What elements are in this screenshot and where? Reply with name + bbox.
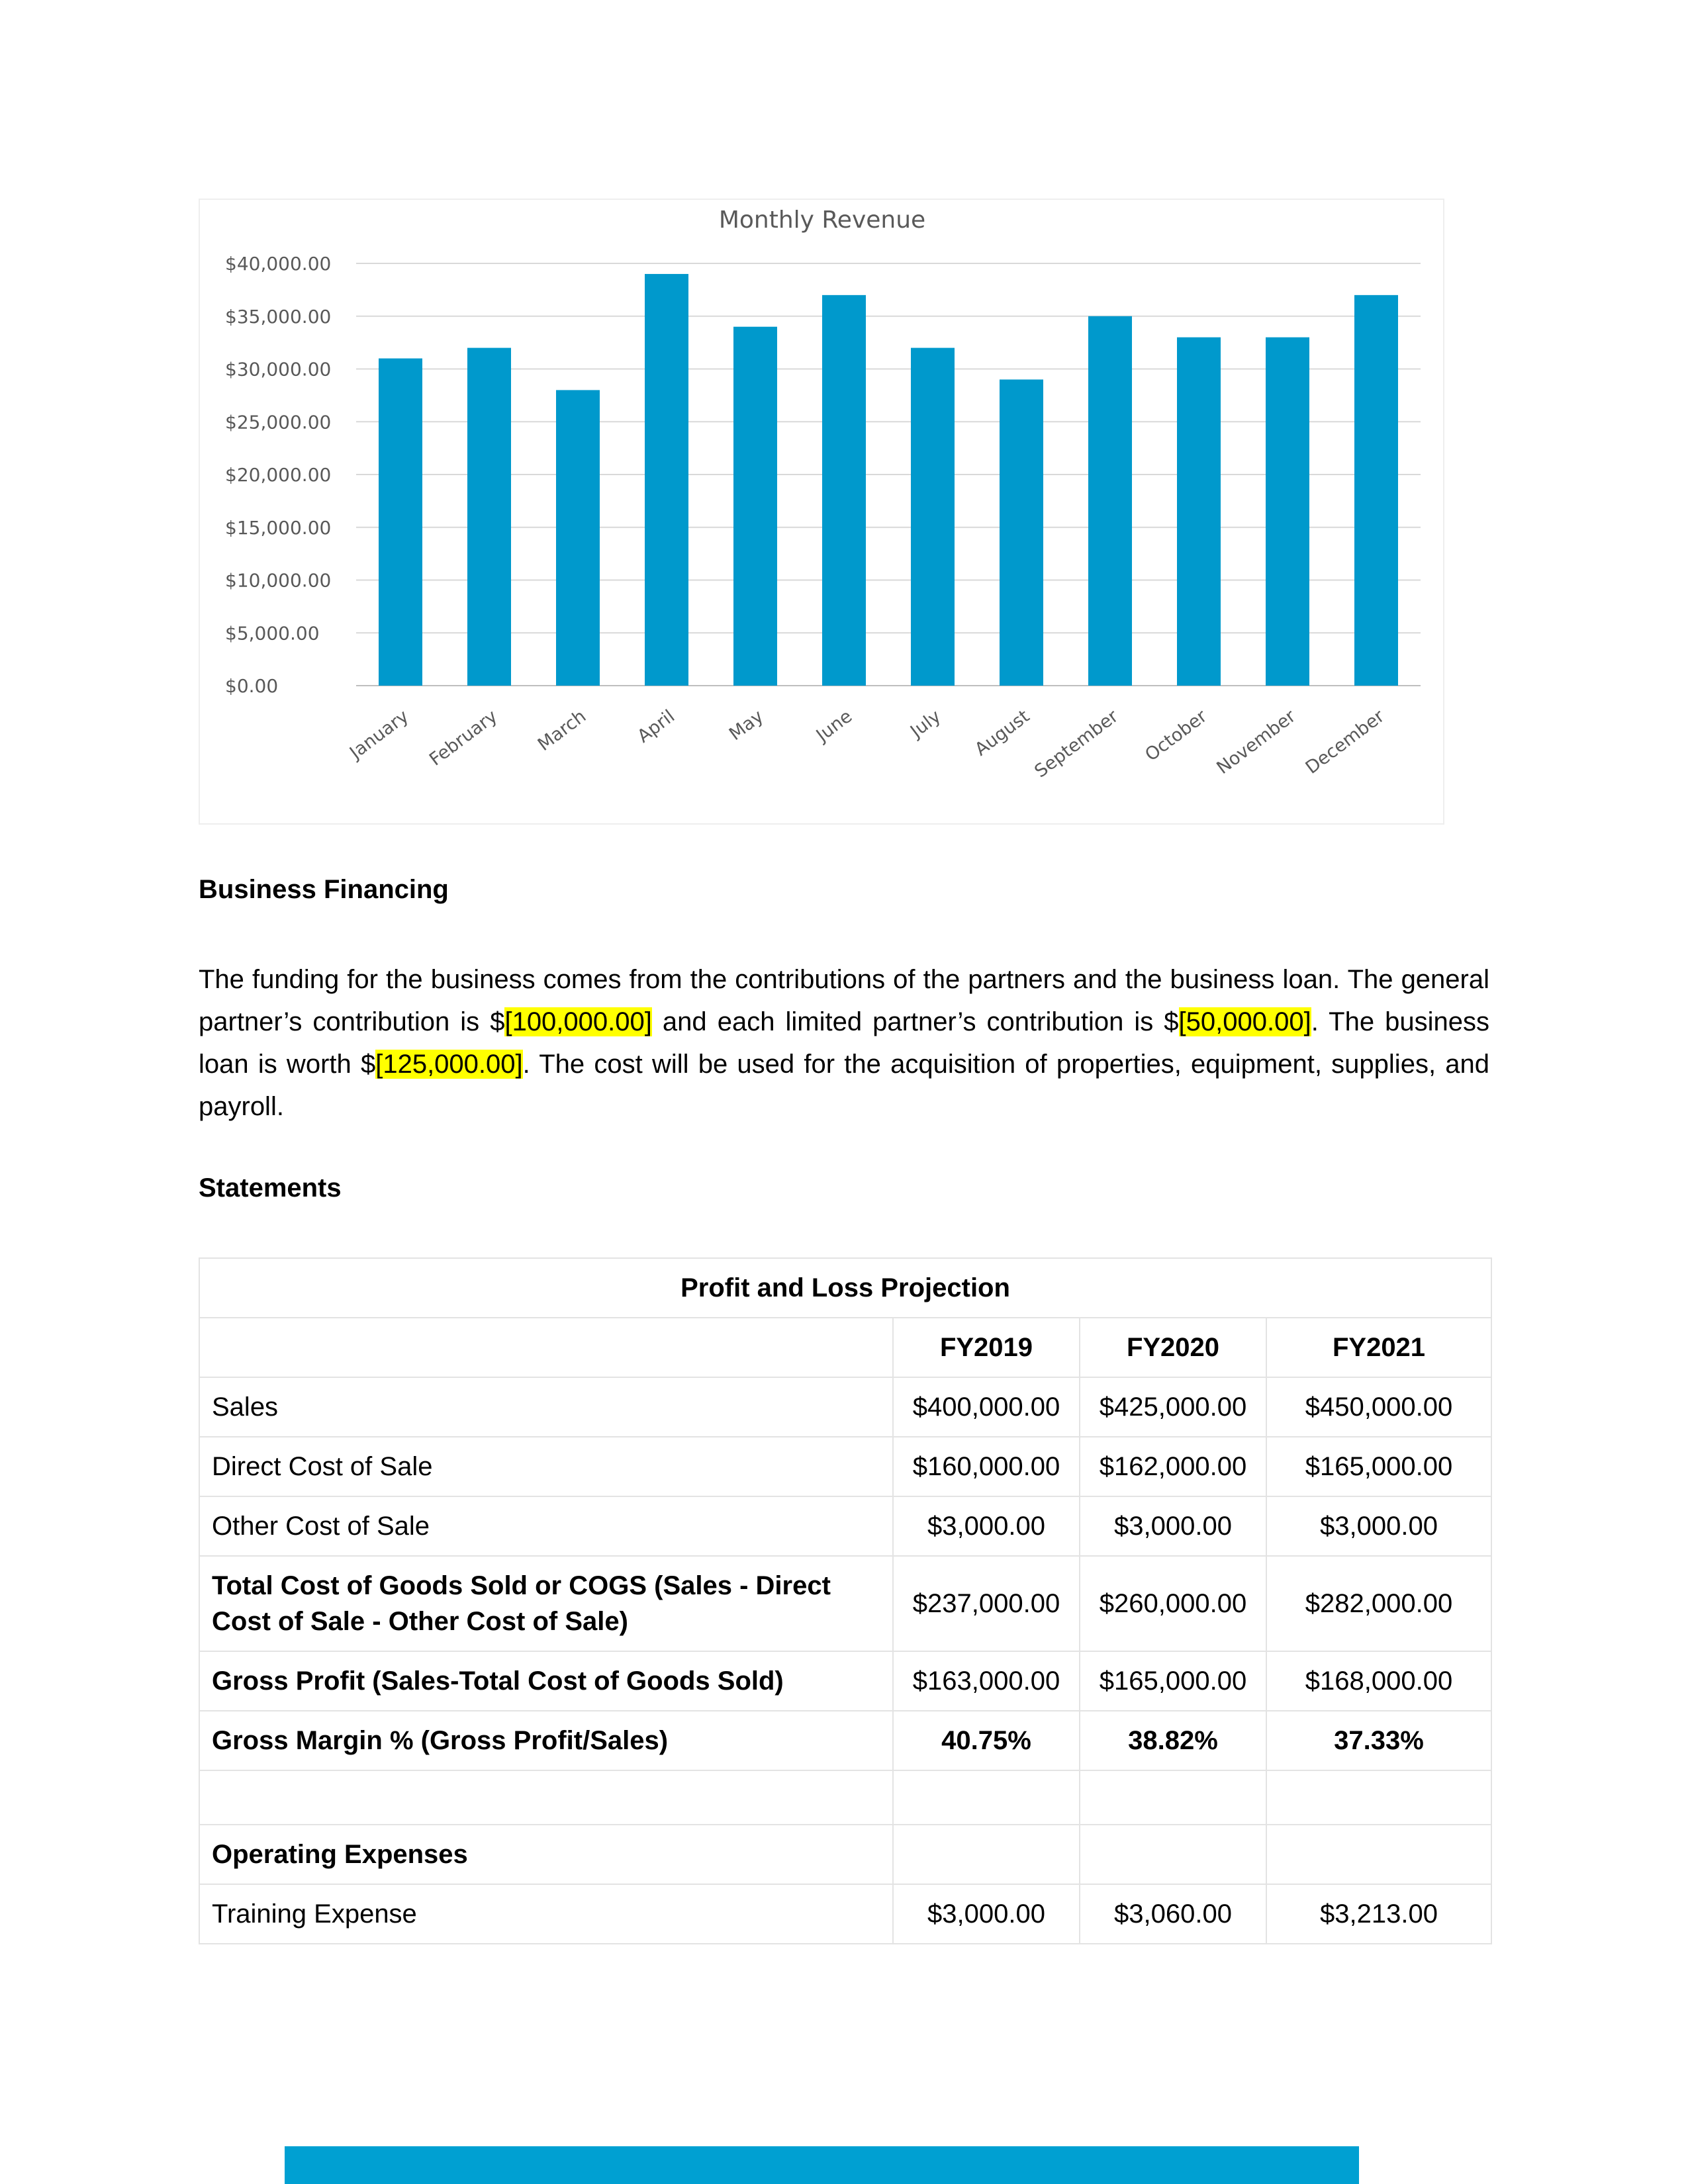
business-financing-heading: Business Financing <box>199 875 449 904</box>
row-value: 40.75% <box>893 1711 1080 1770</box>
limited-partner-amount: [50,000.00] <box>1178 1007 1311 1036</box>
x-tick-label: February <box>425 705 502 770</box>
table-row <box>199 1377 1491 1437</box>
empty-cell <box>893 1825 1080 1884</box>
empty-cell <box>1266 1770 1491 1825</box>
bar <box>1177 338 1221 686</box>
x-tick-label: August <box>971 705 1034 760</box>
statements-heading: Statements <box>199 1173 342 1203</box>
row-value: $3,000.00 <box>893 1884 1080 1944</box>
table-title: Profit and Loss Projection <box>199 1258 1491 1318</box>
row-value: $168,000.00 <box>1266 1651 1491 1711</box>
row-value: $165,000.00 <box>1266 1437 1491 1496</box>
table-title-row <box>199 1258 1491 1318</box>
financing-text-3: . The business loan is worth $ <box>199 1007 1490 1079</box>
row-label: Gross Profit (Sales-Total Cost of Goods Sold) <box>199 1651 893 1711</box>
row-label: Total Cost of Goods Sold or COGS (Sales - Direct Cost of Sale - Other Cost of Sale) <box>199 1556 893 1651</box>
empty-cell <box>1266 1825 1491 1884</box>
financing-text-1: The funding for the business comes from the contributions of the partners and the business loan. The general partner’s contribution is $ <box>199 965 1489 1036</box>
bar <box>822 295 866 686</box>
row-value: $162,000.00 <box>1080 1437 1266 1496</box>
chart-svg <box>200 200 1443 823</box>
chart-bars <box>379 274 1398 686</box>
empty-cell <box>893 1770 1080 1825</box>
x-tick-label: July <box>906 705 945 742</box>
row-value: $3,000.00 <box>893 1496 1080 1556</box>
row-value: $282,000.00 <box>1266 1556 1491 1651</box>
x-tick-label: December <box>1301 705 1389 778</box>
chart-y-axis-labels <box>225 253 331 697</box>
x-tick-label: November <box>1213 705 1300 779</box>
financing-paragraph <box>199 958 1489 1128</box>
bar <box>556 390 600 686</box>
financing-text-4: . The cost will be used for the acquisition of properties, equipment, supplies, and payroll. <box>199 1050 1490 1121</box>
x-tick-label: January <box>346 705 413 764</box>
table-row <box>199 1884 1491 1944</box>
row-label: Direct Cost of Sale <box>199 1437 893 1496</box>
y-tick-label: $10,000.00 <box>225 569 332 592</box>
business-loan-amount: [125,000.00] <box>375 1050 523 1079</box>
y-tick-label: $40,000.00 <box>225 253 332 275</box>
bar <box>1000 379 1043 686</box>
financing-text-2: and each limited partner’s contribution is $ <box>651 1007 1179 1036</box>
row-value: $237,000.00 <box>893 1556 1080 1651</box>
table-row <box>199 1437 1491 1496</box>
x-tick-label: April <box>633 705 679 747</box>
x-tick-label: June <box>812 705 857 746</box>
general-partner-amount: [100,000.00] <box>504 1007 652 1036</box>
row-value: $3,060.00 <box>1080 1884 1266 1944</box>
row-value: $3,213.00 <box>1266 1884 1491 1944</box>
row-value: $165,000.00 <box>1080 1651 1266 1711</box>
row-value: $260,000.00 <box>1080 1556 1266 1651</box>
row-label: Gross Margin % (Gross Profit/Sales) <box>199 1711 893 1770</box>
empty-cell <box>1080 1825 1266 1884</box>
y-tick-label: $5,000.00 <box>225 622 320 645</box>
table-row-empty <box>199 1770 1491 1825</box>
table-row <box>199 1711 1491 1770</box>
row-label: Training Expense <box>199 1884 893 1944</box>
row-value: $450,000.00 <box>1266 1377 1491 1437</box>
row-value: $425,000.00 <box>1080 1377 1266 1437</box>
y-tick-label: $35,000.00 <box>225 305 332 328</box>
y-tick-label: $30,000.00 <box>225 358 332 381</box>
monthly-revenue-chart <box>199 199 1444 825</box>
row-value: 38.82% <box>1080 1711 1266 1770</box>
table-header-row <box>199 1318 1491 1377</box>
y-tick-label: $25,000.00 <box>225 411 332 433</box>
chart-x-axis-labels <box>345 705 1389 782</box>
bar <box>645 274 688 686</box>
bar <box>1354 295 1398 686</box>
row-value: $3,000.00 <box>1266 1496 1491 1556</box>
empty-cell <box>199 1770 893 1825</box>
x-tick-label: May <box>725 705 768 745</box>
table-row <box>199 1556 1491 1651</box>
bar <box>911 348 955 686</box>
table-row <box>199 1651 1491 1711</box>
header-blank <box>199 1318 893 1377</box>
x-tick-label: March <box>534 705 590 756</box>
empty-cell <box>1080 1770 1266 1825</box>
row-label: Operating Expenses <box>199 1825 893 1884</box>
row-value: $160,000.00 <box>893 1437 1080 1496</box>
row-label: Sales <box>199 1377 893 1437</box>
bar <box>1266 338 1309 686</box>
x-tick-label: October <box>1141 705 1211 766</box>
y-tick-label: $0.00 <box>225 675 279 697</box>
bar <box>379 359 422 686</box>
row-value: 37.33% <box>1266 1711 1491 1770</box>
row-label: Other Cost of Sale <box>199 1496 893 1556</box>
y-tick-label: $20,000.00 <box>225 464 332 486</box>
row-value: $400,000.00 <box>893 1377 1080 1437</box>
year-header: FY2019 <box>893 1318 1080 1377</box>
bar <box>733 327 777 686</box>
bar <box>467 348 511 686</box>
bar <box>1088 316 1132 686</box>
chart-title: Monthly Revenue <box>718 206 926 234</box>
chart-gridlines <box>356 263 1421 686</box>
row-value: $163,000.00 <box>893 1651 1080 1711</box>
row-value: $3,000.00 <box>1080 1496 1266 1556</box>
year-header: FY2020 <box>1080 1318 1266 1377</box>
profit-loss-table <box>199 1257 1492 1944</box>
y-tick-label: $15,000.00 <box>225 516 332 539</box>
table-row <box>199 1825 1491 1884</box>
year-header: FY2021 <box>1266 1318 1491 1377</box>
footer-bar <box>285 2146 1359 2184</box>
x-tick-label: September <box>1031 705 1123 782</box>
table-row <box>199 1496 1491 1556</box>
